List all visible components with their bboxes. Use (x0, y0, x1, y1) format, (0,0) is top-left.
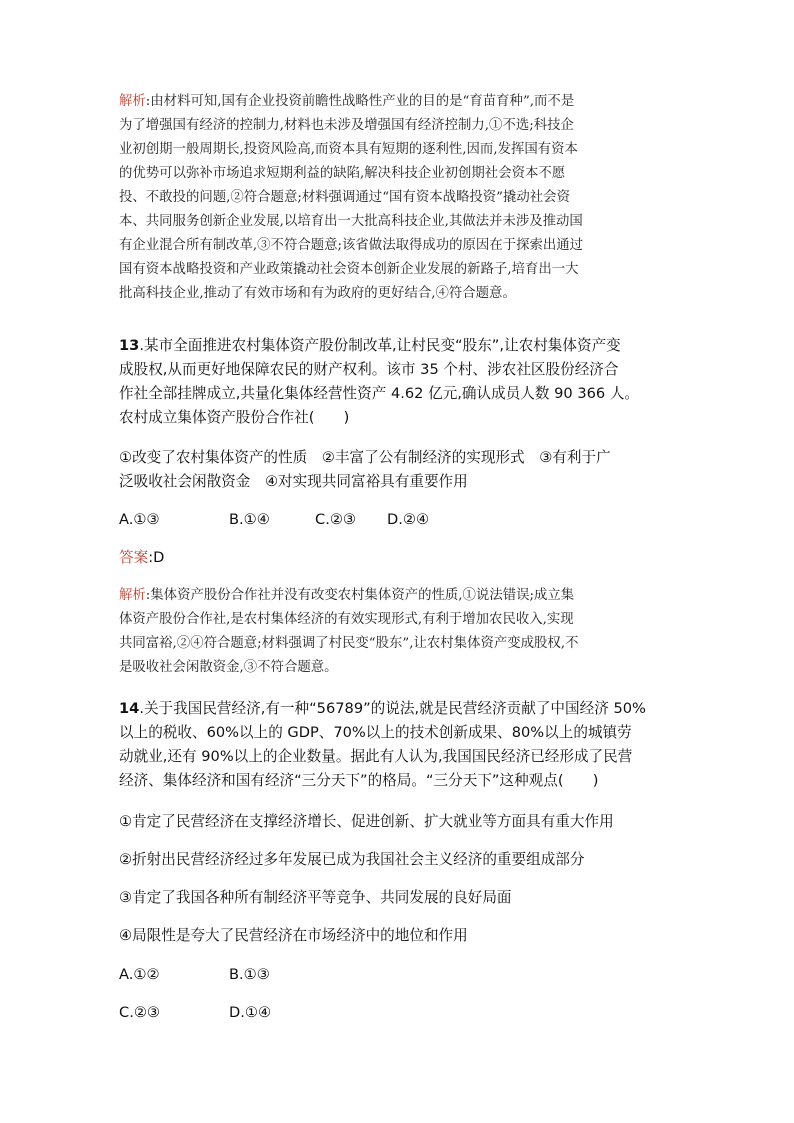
analysis-line: 体资产股份合作社,是农村集体经济的有效实现形式,有利于增加农民收入,实现 (119, 612, 574, 627)
question-line: 13.某市全面推进农村集体资产股份制改革,让村民变“股东”,让农村集体资产变 (119, 337, 621, 354)
analysis-line: 有企业混合所有制改革,③不符合题意;该省做法取得成功的原因在于探索出通过 (119, 238, 584, 253)
question-number: 14 (119, 700, 140, 717)
analysis-line: 批高科技企业,推动了有效市场和有为政府的更好结合,④符合题意。 (119, 286, 516, 301)
analysis-line: 的优势可以弥补市场追求短期利益的缺陷,解决科技企业初创期社会资本不愿 (119, 166, 566, 181)
analysis-label: 解析 (119, 94, 146, 109)
question-line: 成股权,从而更好地保障农民的财产权利。该市 35 个村、涉农社区股份经济合 (119, 361, 619, 378)
analysis-block-12 (119, 90, 663, 306)
analysis-line: 共同富裕,②④符合题意;材料强调了村民变“股东”,让农村集体资产变成股权,不 (119, 636, 579, 651)
question-14-statements (119, 810, 663, 948)
option-c[interactable]: C.②③ (119, 1004, 160, 1021)
question-line: 农村成立集体资产股份合作社( ) (119, 409, 350, 426)
analysis-line: 业初创期一般周期长,投资风险高,而资本具有短期的逐利性,因而,发挥国有资本 (119, 142, 578, 157)
statement-line: ①肯定了民营经济在支撑经济增长、促进创新、扩大就业等方面具有重大作用 (119, 813, 614, 830)
question-line: 14.关于我国民营经济,有一种“56789”的说法,就是民营经济贡献了中国经济 50% (119, 700, 646, 717)
option-c[interactable]: C.②③ (315, 511, 356, 528)
statement-line: ②折射出民营经济经过多年发展已成为我国社会主义经济的重要组成部分 (119, 851, 585, 868)
option-d[interactable]: D.①④ (229, 1004, 272, 1021)
question-13-options (119, 508, 663, 532)
answer-13 (119, 546, 663, 570)
question-14-stem (119, 697, 663, 793)
option-d[interactable]: D.②④ (387, 511, 430, 528)
question-13-stem (119, 334, 663, 430)
statement-line: 泛吸收社会闲散资金 ④对实现共同富裕具有重要作用 (119, 473, 468, 490)
analysis-line: 解析:由材料可知,国有企业投资前瞻性战略性产业的目的是“育苗育种”,而不是 (119, 94, 575, 109)
analysis-line: 国有资本战略投资和产业政策撬动社会资本创新企业发展的新路子,培育出一大 (119, 262, 579, 277)
option-b[interactable]: B.①③ (229, 966, 270, 983)
question-number: 13 (119, 337, 140, 354)
analysis-line: 解析:集体资产股份合作社并没有改变农村集体资产的性质,①说法错误;成立集 (119, 588, 575, 603)
analysis-line: 本、共同服务创新企业发展,以培育出一大批高科技企业,其做法并未涉及推动国 (119, 214, 583, 229)
option-a[interactable]: A.①③ (119, 511, 160, 528)
answer-value: :D (148, 549, 165, 566)
question-14-options (119, 963, 663, 1025)
analysis-line: 为了增强国有经济的控制力,材料也未涉及增强国有经济控制力,①不选;科技企 (119, 118, 574, 133)
question-line: 作社全部挂牌成立,共量化集体经营性资产 4.62 亿元,确认成员人数 90 366 人。 (119, 385, 640, 402)
answer-label: 答案 (119, 549, 149, 566)
question-line: 经济、集体经济和国有经济“三分天下”的格局。“三分天下”这种观点( ) (119, 772, 599, 789)
statement-line: ④局限性是夸大了民营经济在市场经济中的地位和作用 (119, 927, 468, 944)
option-b[interactable]: B.①④ (229, 511, 270, 528)
analysis-line: 投、不敢投的问题,②符合题意;材料强调通过“国有资本战略投资”撬动社会资 (119, 190, 570, 205)
analysis-label: 解析 (119, 588, 146, 603)
analysis-block-13 (119, 584, 663, 680)
question-13-statements (119, 446, 663, 494)
option-a[interactable]: A.①② (119, 966, 160, 983)
statement-line: ①改变了农村集体资产的性质 ②丰富了公有制经济的实现形式 ③有利于广 (119, 449, 611, 466)
question-line: 以上的税收、60%以上的 GDP、70%以上的技术创新成果、80%以上的城镇劳 (119, 724, 632, 741)
question-line: 动就业,还有 90%以上的企业数量。据此有人认为,我国国民经济已经形成了民营 (119, 748, 633, 765)
statement-line: ③肯定了我国各种所有制经济平等竞争、共同发展的良好局面 (119, 889, 512, 906)
analysis-line: 是吸收社会闲散资金,③不符合题意。 (119, 660, 338, 675)
